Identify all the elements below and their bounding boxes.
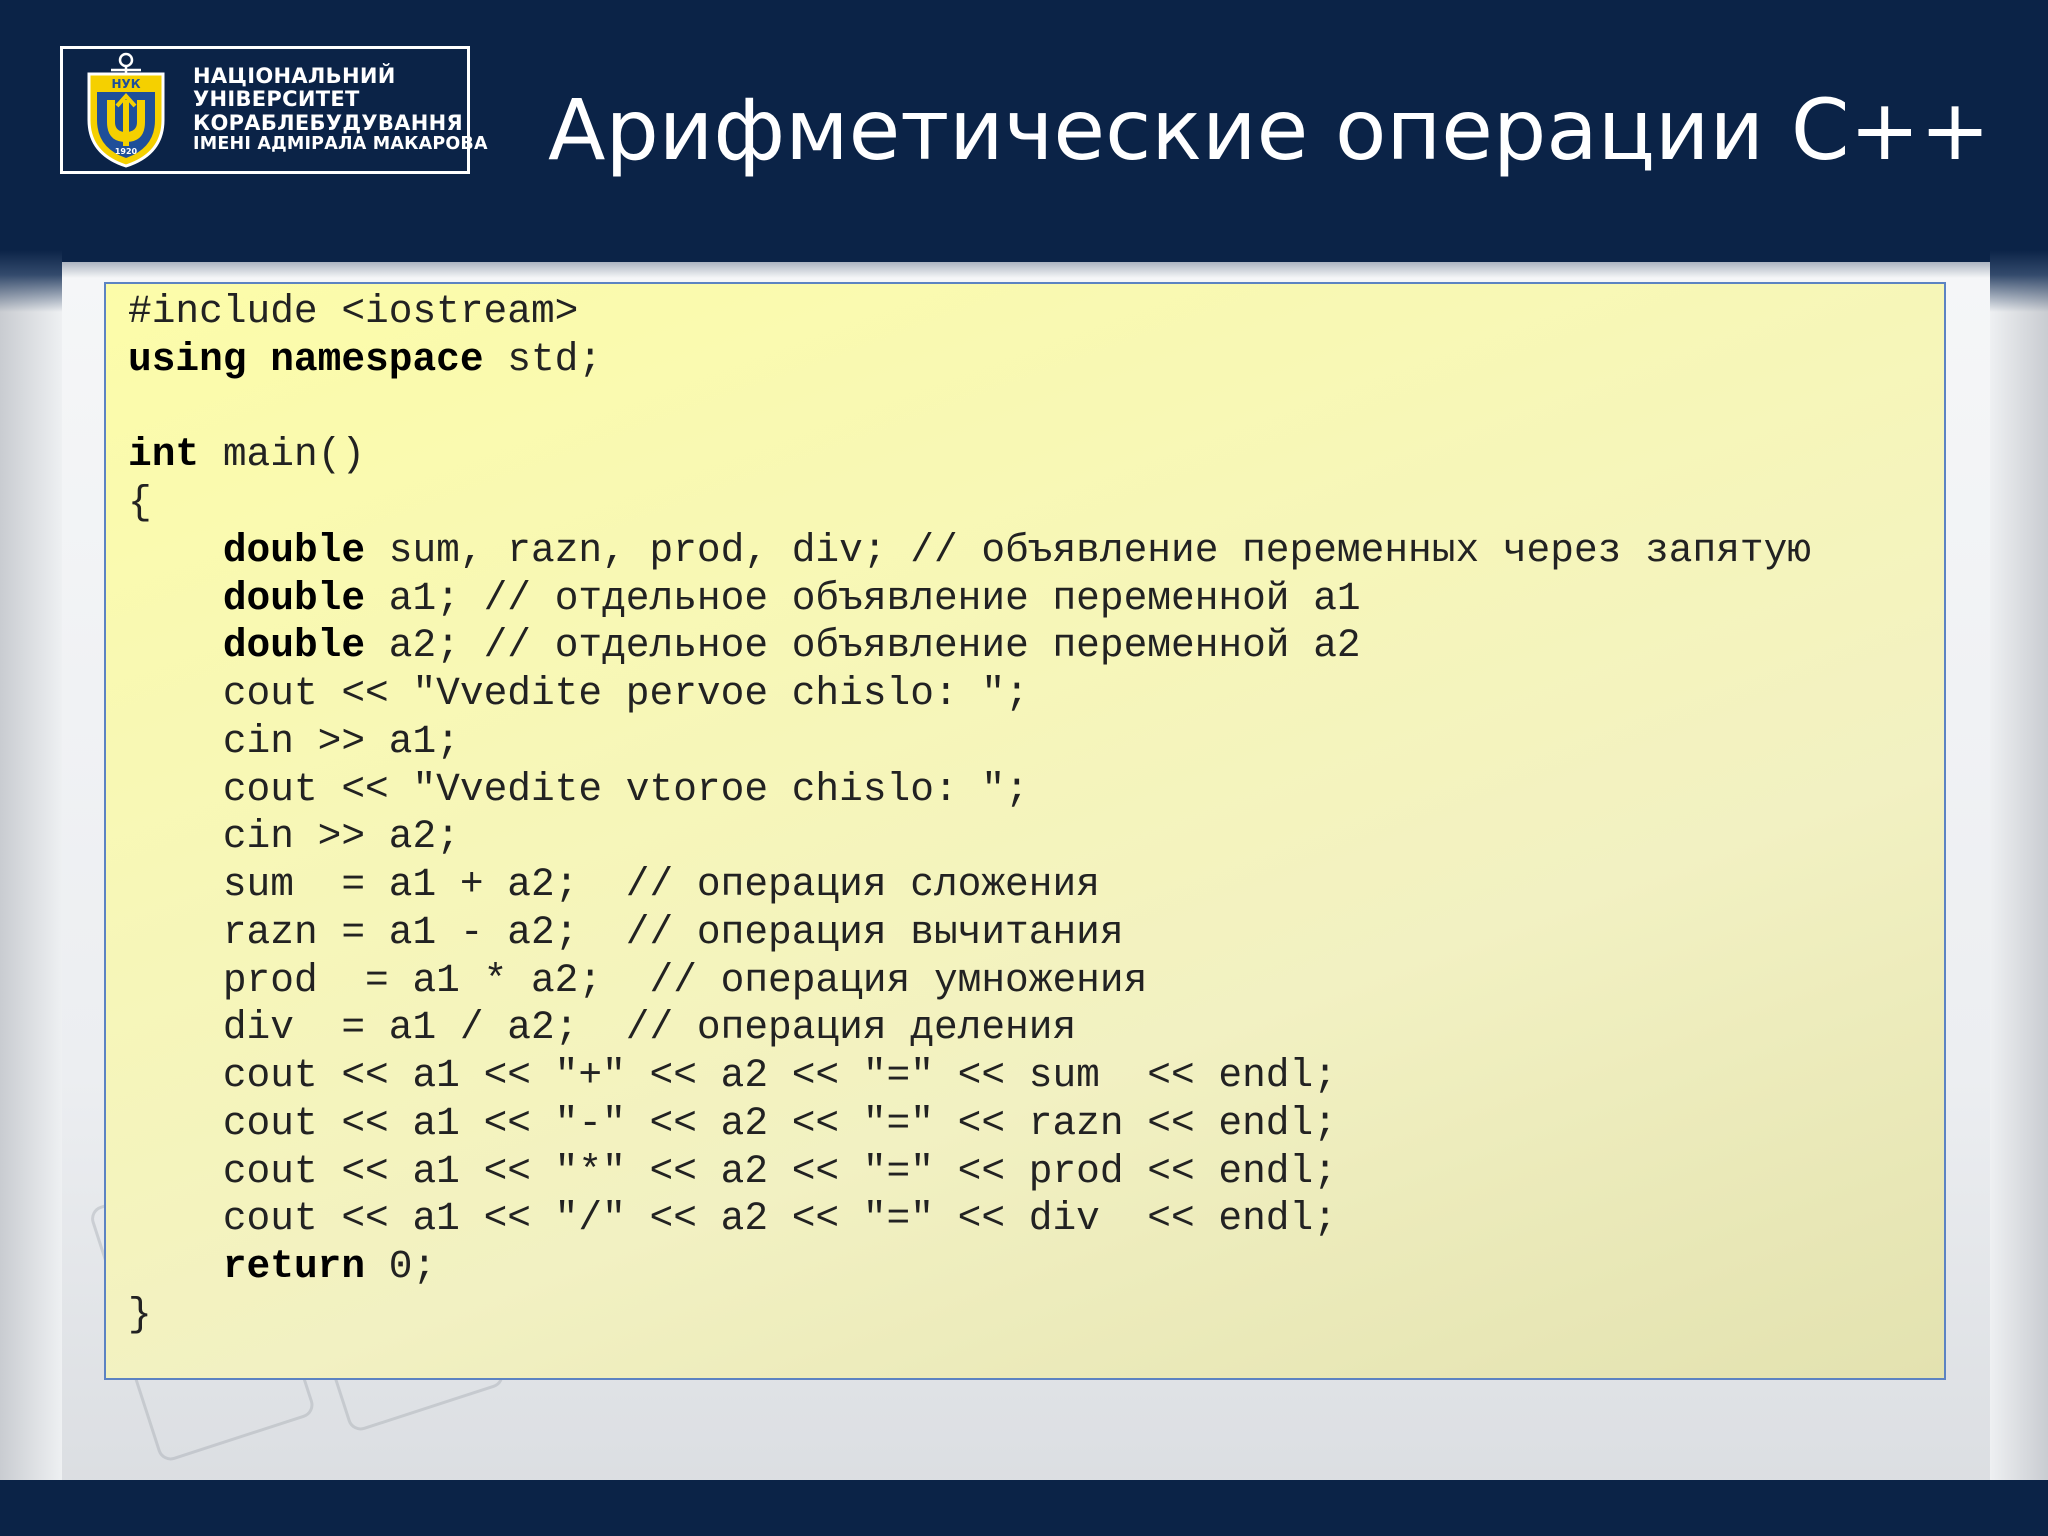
code-line: [128, 1195, 1811, 1243]
code-line: [128, 1291, 1811, 1339]
code-text: }: [128, 1291, 152, 1337]
code-text: cout << "Vvedite pervoe chislo: ";: [222, 671, 1029, 716]
code-line: [128, 527, 1811, 575]
code-indent: [128, 623, 223, 668]
code-text: sum, razn, prod, div; // объявление переменных через запятую: [365, 527, 1811, 573]
university-logo: [60, 46, 488, 174]
university-logo-text: [193, 65, 488, 155]
code-panel: [104, 282, 1946, 1380]
code-text: a1; // отдельное объявление переменной a1: [365, 575, 1361, 621]
code-text: 0;: [365, 1244, 437, 1289]
code-line: [128, 479, 1811, 527]
university-shield-emblem-icon: [71, 50, 181, 170]
footer-bar: [0, 1480, 2048, 1536]
code-text: cin >> a2;: [222, 814, 460, 860]
header-shadow: [62, 250, 1990, 278]
code-indent: [128, 1244, 223, 1289]
code-indent: [128, 910, 223, 955]
code-line: [128, 288, 1811, 336]
code-line: [128, 1052, 1811, 1100]
right-side-shade: [1990, 250, 2048, 1480]
code-indent: [128, 528, 223, 573]
code-line: [128, 1148, 1811, 1196]
code-keyword: int: [128, 432, 200, 478]
code-block: [128, 288, 1811, 1339]
code-indent: [128, 1005, 223, 1050]
code-line: [128, 1100, 1811, 1148]
code-indent: [128, 862, 223, 907]
code-indent: [128, 1053, 223, 1098]
code-indent: [128, 958, 223, 1003]
svg-text:НУК: НУК: [111, 77, 141, 91]
left-side-shade: [0, 250, 62, 1480]
code-indent: [128, 1196, 223, 1241]
code-keyword: double: [222, 623, 366, 669]
code-text: cin >> a1;: [222, 718, 460, 764]
logo-line-2: УНІВЕРСИТЕТ: [193, 87, 360, 112]
code-text: cout << a1 << "-" << a2 << "=" << razn << endl;: [222, 1100, 1337, 1146]
code-text: prod = a1 * a2; // операция умножения: [222, 957, 1148, 1003]
code-keyword: double: [222, 527, 366, 573]
code-indent: [128, 767, 223, 812]
code-text: cout << a1 << "/" << a2 << "=" << div << endl;: [222, 1196, 1337, 1242]
code-line: [128, 718, 1811, 766]
code-line: [128, 861, 1811, 909]
header-right-notch: [1990, 250, 2048, 312]
code-text: cout << "Vvedite vtoroe chislo: ";: [222, 766, 1029, 812]
code-text: div = a1 / a2; // операция деления: [222, 1005, 1077, 1051]
header-left-notch: [0, 250, 62, 312]
code-line: [128, 909, 1811, 957]
logo-line-4: ІМЕНІ АДМІРАЛА МАКАРОВА: [193, 134, 488, 155]
code-keyword: using namespace: [128, 336, 484, 382]
code-text: razn = a1 - a2; // операция вычитания: [222, 909, 1124, 955]
code-indent: [128, 671, 223, 716]
code-text: {: [128, 480, 152, 525]
code-text: std;: [483, 336, 603, 382]
code-line: [128, 670, 1811, 718]
code-indent: [128, 1149, 223, 1194]
code-text: cout << a1 << "+" << a2 << "=" << sum << endl;: [222, 1053, 1337, 1098]
slide-title: Арифметические операции С++: [548, 81, 1991, 179]
code-indent: [128, 719, 223, 764]
code-line: [128, 622, 1811, 670]
code-line: [128, 575, 1811, 623]
code-text: sum = a1 + a2; // операция сложения: [222, 862, 1100, 907]
code-text: cout << a1 << "*" << a2 << "=" << prod << endl;: [222, 1148, 1337, 1194]
code-line: [128, 813, 1811, 861]
logo-line-1: НАЦІОНАЛЬНИЙ: [193, 63, 396, 88]
code-line: [128, 1004, 1811, 1052]
svg-text:1920: 1920: [114, 147, 138, 156]
code-keyword: double: [222, 575, 366, 621]
code-line: [128, 431, 1811, 479]
code-indent: [128, 576, 223, 621]
code-indent: [128, 1101, 223, 1146]
code-keyword: return: [222, 1244, 366, 1289]
code-text: a2; // отдельное объявление переменной a2: [365, 623, 1361, 669]
code-text: main(): [199, 432, 366, 478]
code-line: [128, 957, 1811, 1005]
code-line: [128, 1243, 1811, 1291]
code-indent: [128, 814, 223, 859]
logo-line-3: КОРАБЛЕБУДУВАННЯ: [193, 110, 463, 135]
code-line: [128, 384, 1811, 432]
code-line: [128, 336, 1811, 384]
code-line: [128, 766, 1811, 814]
code-text: #include <iostream>: [128, 289, 579, 334]
